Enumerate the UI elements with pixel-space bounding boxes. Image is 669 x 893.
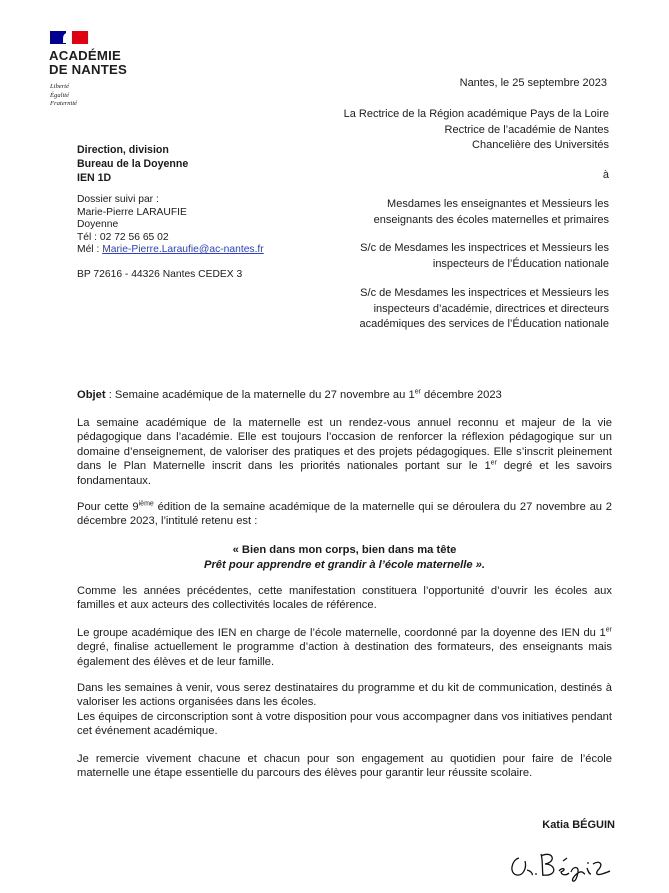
- rectrice-line: Rectrice de l’académie de Nantes: [444, 123, 609, 136]
- paragraph-sup: er: [605, 626, 612, 634]
- paragraph-line: Dans les semaines à venir, vous serez destinataires du programme et du kit de communication, destinés à valoriser les actions organisées dans les écoles.: [77, 682, 612, 709]
- paragraph-sup: ième: [138, 500, 154, 508]
- recipient-line: inspecteurs de l’Éducation nationale: [432, 257, 609, 270]
- department-line: IEN 1D: [77, 172, 112, 184]
- paragraph-text: Le groupe académique des IEN en charge de l’école maternelle, coordonné par la doyenne des IEN du 1: [77, 627, 606, 639]
- academy-name: [49, 49, 127, 77]
- paragraph-edition: [77, 500, 612, 529]
- rectrice-line: La Rectrice de la Région académique Pays de la Loire: [343, 108, 609, 120]
- paragraph-line: Les équipes de circonscription sont à votre disposition pour vous accompagner dans vos initiatives pendant cet événement académique.: [77, 710, 612, 738]
- recipient-line: inspecteurs d’académie, directrices et directeurs: [373, 302, 609, 315]
- paragraph-text: La semaine académique de la maternelle est un rendez-vous annuel reconnu et majeur de la vie pédagogique dans l’académie. Elle est toujours l’occasion de renforcer la réflexion pédagogique sur un domaine d’enseignement, de valoriser des pratiques et des projets pédagogiques. Elle s’inscrit pleinement dans le Plan Maternelle inscrit dans les priorités nationales portant sur le 1: [77, 417, 612, 473]
- department-block: [77, 143, 188, 185]
- theme-line2: Prêt pour apprendre et grandir à l’école maternelle ».: [203, 558, 486, 571]
- subject-sup: er: [414, 388, 421, 396]
- contact-role: Doyenne: [77, 219, 119, 230]
- academy-name-line2: DE NANTES: [49, 62, 128, 77]
- signatory-name: Katia BÉGUIN: [542, 819, 615, 831]
- contact-mail-link[interactable]: Marie-Pierre.Laraufie@ac-nantes.fr: [102, 244, 264, 255]
- theme-line1: « Bien dans mon corps, bien dans ma tête: [232, 544, 457, 556]
- recipient-teachers: [374, 197, 609, 228]
- paragraph-families: Comme les années précédentes, cette manifestation constituera l’opportunité d’ouvrir les écoles aux familles et aux acteurs des collectivités locales de référence.: [77, 585, 612, 612]
- contact-followed-by: Dossier suivi par :: [77, 194, 159, 205]
- academy-name-line1: ACADÉMIE: [49, 48, 121, 63]
- rectrice-line: Chancelière des Universités: [472, 139, 609, 151]
- paragraph-group: [77, 626, 612, 669]
- subject-line: [77, 389, 502, 401]
- contact-block: [77, 194, 264, 257]
- recipient-line: Mesdames les enseignantes et Messieurs les: [387, 198, 609, 210]
- contact-name: Marie-Pierre LARAUFIE: [77, 206, 187, 218]
- rectrice-block: [344, 107, 609, 154]
- recipient-line: académiques des services de l’Éducation nationale: [359, 318, 609, 330]
- subject-label: Objet: [77, 389, 106, 401]
- recipient-line: S/c de Mesdames les inspectrices et Messieurs les: [360, 287, 609, 299]
- contact-mail-label: Mél :: [77, 244, 103, 255]
- paragraph-kit: [77, 681, 612, 739]
- subject-text: : Semaine académique de la maternelle du 27 novembre au 1: [105, 389, 415, 401]
- contact-phone: Tél : 02 72 56 65 02: [77, 231, 169, 243]
- marianne-logo: [50, 31, 88, 44]
- subject-text-end: décembre 2023: [420, 389, 502, 401]
- recipient-inspectors: [360, 241, 609, 272]
- recipient-line: S/c de Mesdames les inspectrices et Messieurs les: [360, 242, 609, 254]
- a-char: à: [602, 169, 609, 181]
- contact-mail-row: [77, 244, 264, 257]
- motto-fraternite: Fraternité: [50, 100, 78, 108]
- motto-egalite: Égalité: [50, 91, 70, 99]
- paragraph-text: degré et les savoirs fondamentaux.: [77, 460, 612, 487]
- date-line: Nantes, le 25 septembre 2023: [459, 77, 607, 89]
- postal-address: BP 72616 - 44326 Nantes CEDEX 3: [77, 269, 243, 280]
- recipient-line: enseignants des écoles maternelles et primaires: [373, 213, 609, 226]
- department-line: Bureau de la Doyenne: [77, 158, 189, 170]
- motto-liberte: Liberté: [50, 83, 70, 90]
- theme-title: [77, 543, 612, 572]
- paragraph-text: degré, finalise actuellement le programme d’action à destination des formateurs, des enseignants mais également des élèves et de leur famille.: [77, 641, 612, 668]
- recipient-academy-inspectors: [360, 286, 610, 333]
- handwritten-signature: [505, 844, 615, 884]
- paragraph-intro: [77, 416, 612, 488]
- paragraph-text: Pour cette 9: [77, 501, 139, 513]
- paragraph-thanks: Je remercie vivement chacune et chacun pour son engagement au quotidien pour faire de l’école maternelle une étape essentielle du parcours des élèves pour garantir leur réussite scolaire.: [77, 753, 612, 780]
- paragraph-text: édition de la semaine académique de la maternelle qui se déroulera du 27 novembre au 2 décembre 2023, l’intitulé retenu est :: [77, 501, 612, 528]
- department-line: Direction, division: [77, 144, 169, 156]
- republic-motto: [50, 83, 77, 109]
- paragraph-sup: er: [490, 459, 497, 467]
